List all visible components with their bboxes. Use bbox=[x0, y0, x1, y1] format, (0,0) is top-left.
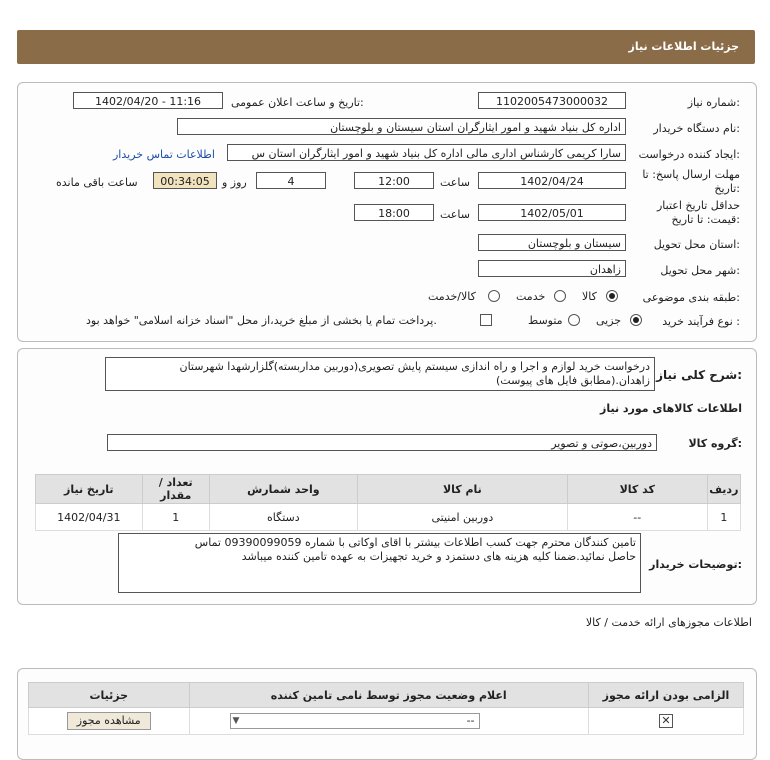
creator-field: سارا کریمی کارشناس اداری مالی اداره کل بنیاد شهید و امور ایثارگران استان س bbox=[227, 144, 626, 161]
permits-table bbox=[28, 682, 744, 735]
city-label: شهر محل تحویل: bbox=[660, 264, 740, 277]
view-permit-button[interactable]: مشاهده مجوز bbox=[67, 712, 151, 730]
col-unit: واحد شمارش bbox=[209, 475, 357, 504]
validity-date-field: 1402/05/01 bbox=[478, 204, 626, 221]
permits-table-header bbox=[29, 683, 744, 708]
buyer-notes-line-1: تامین کنندگان محترم جهت کسب اطلاعات بیشتر با اقای اوکاتی با شماره 09390099059 تماس bbox=[194, 536, 636, 549]
deadline-date-field: 1402/04/24 bbox=[478, 172, 626, 189]
summary-line-1: درخواست خرید لوازم و اجرا و راه اندازی سیستم پایش تصویری(دوربین مداربسته)گلزارشهدا شهرستان bbox=[179, 360, 650, 373]
col-status: اعلام وضعیت مجوز توسط نامی تامین کننده bbox=[189, 683, 588, 708]
process-radio-minor[interactable] bbox=[630, 314, 642, 326]
need-number-label: شماره نیاز: bbox=[687, 96, 740, 109]
cell-unit: دستگاه bbox=[209, 504, 357, 531]
deadline-time-field: 12:00 bbox=[354, 172, 434, 189]
remaining-label: ساعت باقی مانده bbox=[56, 176, 138, 189]
buyer-notes-label: توضیحات خریدار: bbox=[649, 558, 742, 571]
category-radio-goods[interactable] bbox=[606, 290, 618, 302]
goods-title: اطلاعات کالاهای مورد نیاز bbox=[600, 402, 742, 415]
permit-status-select[interactable] bbox=[230, 713, 480, 729]
validity-time-field: 18:00 bbox=[354, 204, 434, 221]
days-label: روز و bbox=[222, 176, 247, 189]
cell-status bbox=[189, 708, 588, 735]
cell-row: 1 bbox=[707, 504, 740, 531]
summary-label: شرح کلی نیاز: bbox=[656, 368, 742, 382]
buyer-field: اداره کل بنیاد شهید و امور ایثارگران استان سیستان و بلوچستان bbox=[177, 118, 626, 135]
announce-label: تاریخ و ساعت اعلان عمومی: bbox=[231, 96, 364, 109]
chevron-down-icon: ▼ bbox=[232, 716, 240, 726]
category-radio-service[interactable] bbox=[554, 290, 566, 302]
table-row[interactable] bbox=[36, 504, 741, 531]
col-required: الزامی بودن ارائه مجوز bbox=[588, 683, 743, 708]
province-field: سیستان و بلوچستان bbox=[478, 234, 626, 251]
cell-code: -- bbox=[567, 504, 707, 531]
cell-details bbox=[29, 708, 190, 735]
process-label: نوع فرآیند خرید : bbox=[662, 315, 740, 328]
cell-date: 1402/04/31 bbox=[36, 504, 143, 531]
process-option-minor: جزیی bbox=[596, 314, 622, 327]
treasury-checkbox[interactable] bbox=[480, 314, 492, 326]
col-qty: تعداد / مقدار bbox=[142, 475, 209, 504]
goods-group-label: گروه کالا: bbox=[688, 437, 742, 450]
process-option-medium: متوسط bbox=[528, 314, 563, 327]
deadline-time-label: ساعت bbox=[440, 176, 470, 189]
category-radio-goods-service[interactable] bbox=[488, 290, 500, 302]
col-row: ردیف bbox=[707, 475, 740, 504]
deadline-label: مهلت ارسال پاسخ: تا تاریخ: bbox=[642, 168, 740, 195]
category-label: طبقه بندی موضوعی: bbox=[642, 291, 740, 304]
buyer-notes-line-2: حاصل نمائید.ضمنا کلیه هزینه های دستمزد و خرید تجهیزات به عهده تامین کننده میباشد bbox=[241, 550, 636, 563]
permit-status-value: -- bbox=[466, 714, 475, 727]
buyer-notes-textbox bbox=[118, 533, 641, 593]
col-details: جزئیات bbox=[29, 683, 190, 708]
goods-group-field: دوربین،صوتی و تصویر bbox=[107, 434, 657, 451]
remaining-time-field: 00:34:05 bbox=[153, 172, 217, 189]
creator-label: ایجاد کننده درخواست: bbox=[638, 148, 740, 161]
cell-qty: 1 bbox=[142, 504, 209, 531]
process-radio-medium[interactable] bbox=[568, 314, 580, 326]
cell-required bbox=[588, 708, 743, 735]
category-option-service: خدمت bbox=[516, 290, 546, 303]
permit-row bbox=[29, 708, 744, 735]
category-option-goods: کالا bbox=[582, 290, 597, 303]
days-field: 4 bbox=[256, 172, 326, 189]
buyer-label: نام دستگاه خریدار: bbox=[653, 122, 740, 135]
permits-title: اطلاعات مجوزهای ارائه خدمت / کالا bbox=[585, 616, 752, 629]
announce-field: 1402/04/20 - 11:16 bbox=[73, 92, 223, 109]
page-header bbox=[17, 30, 755, 64]
category-option-goods-service: کالا/خدمت bbox=[428, 290, 476, 303]
city-field: زاهدان bbox=[478, 260, 626, 277]
province-label: استان محل تحویل: bbox=[653, 238, 740, 251]
page-title: جزئیات اطلاعات نیاز bbox=[628, 40, 739, 53]
treasury-note: پرداخت تمام یا بخشی از مبلغ خرید،از محل "اسناد خزانه اسلامی" خواهد بود. bbox=[86, 314, 437, 327]
summary-textbox bbox=[105, 357, 655, 391]
summary-line-2: زاهدان.(مطابق فایل های پیوست) bbox=[496, 374, 650, 387]
col-date: تاریخ نیاز bbox=[36, 475, 143, 504]
validity-time-label: ساعت bbox=[440, 208, 470, 221]
goods-table-header bbox=[36, 475, 741, 504]
col-code: کد کالا bbox=[567, 475, 707, 504]
buyer-contact-link[interactable]: اطلاعات تماس خریدار bbox=[113, 148, 215, 161]
validity-label: حداقل تاریخ اعتبار قیمت: تا تاریخ: bbox=[656, 199, 740, 226]
col-name: نام کالا bbox=[357, 475, 567, 504]
checkbox-checked-icon: ✕ bbox=[659, 714, 673, 728]
need-number-field: 1102005473000032 bbox=[478, 92, 626, 109]
goods-table bbox=[35, 474, 741, 531]
cell-name: دوربین امنیتی bbox=[357, 504, 567, 531]
